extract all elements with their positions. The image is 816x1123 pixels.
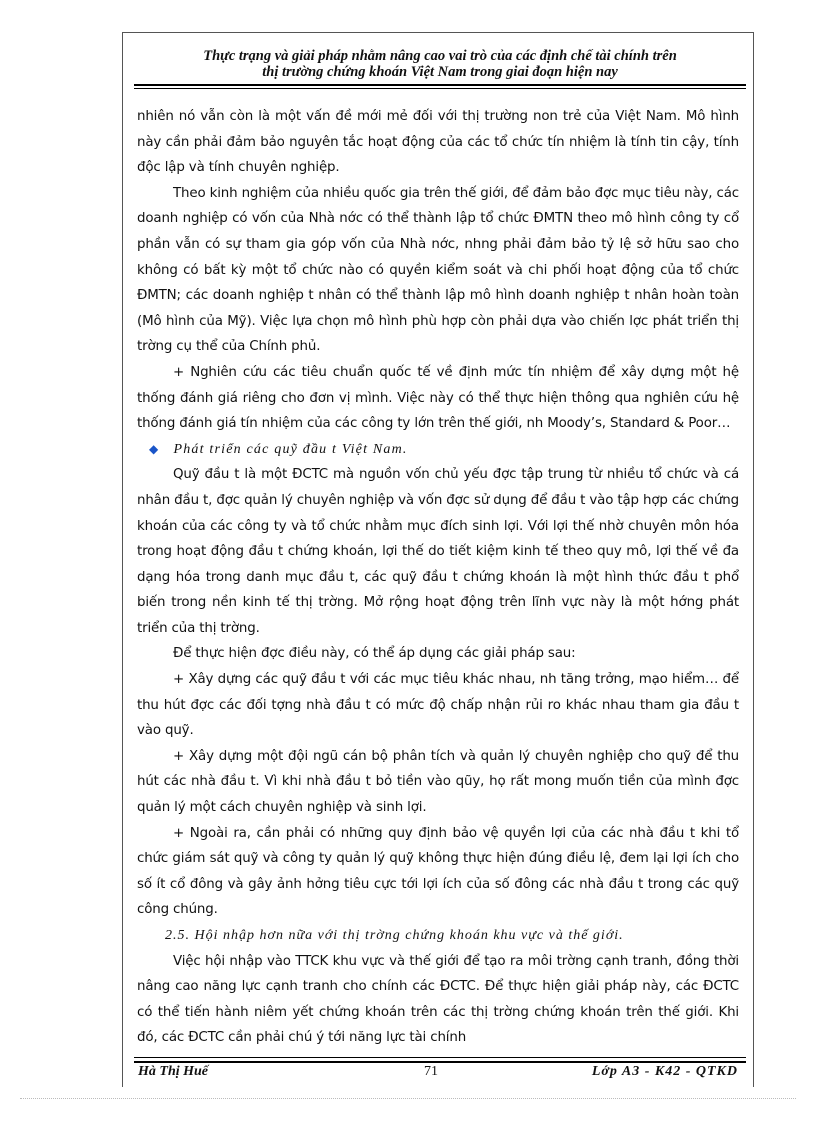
footer-class-info: Lớp A3 - K42 - QTKD xyxy=(591,1064,738,1079)
page-footer xyxy=(134,1064,746,1084)
section-heading-2-5: 2.5. Hội nhập hơn nữa với thị trờng chứng khoán khu vực và thế giới. xyxy=(165,928,624,943)
header-title-line2: thị trường chứng khoán Việt Nam trong giai đoạn hiện nay xyxy=(262,64,618,80)
footer-rule xyxy=(134,1061,746,1063)
paragraph: + Nghiên cứu các tiêu chuẩn quốc tế về định mức tín nhiệm để xây dựng một hệ thống đánh giá riêng cho đơn vị mình. Việc này có thể thực hiện thông qua nghiên cứu hệ thống đánh giá tín nhiệm của các công ty lớn trên thế giới, nh Moody’s, Standard & Poor… xyxy=(137,364,739,432)
paragraph: Theo kinh nghiệm của nhiều quốc gia trên thế giới, để đảm bảo đợc mục tiêu này, các doanh nghiệp có vốn của Nhà nớc có thể thành lập tổ chức ĐMTN theo mô hình công ty cổ phần vẫn có sự tham gia góp vốn của Nhà nớc, nhng phải đảm bảo tỷ lệ sở hữu sao cho không có bất kỳ một tổ chức nào có quyền kiểm soát và chi phối hoạt động của tổ chức ĐMTN; các doanh nghiệp t nhân có thể thành lập mô hình doanh nghiệp t nhân hoàn toàn (Mô hình của Mỹ). Việc lựa chọn mô hình phù hợp còn phải dựa vào chiến lợc phát triển thị trờng cụ thể của Chính phủ. xyxy=(137,185,739,355)
paragraph: nhiên nó vẫn còn là một vấn đề mới mẻ đối với thị trường non trẻ của Việt Nam. Mô hình này cần phải đảm bảo nguyên tắc hoạt động của các tổ chức tín nhiệm là tính tin cậy, tính độc lập và tính chuyên nghiệp. xyxy=(137,109,739,176)
document-body xyxy=(137,104,739,1051)
page-number: 71 xyxy=(424,1064,438,1079)
subheading-text: Phát triển các quỹ đầu t Việt Nam. xyxy=(173,441,408,457)
header-rule-thin xyxy=(134,88,746,89)
footer-author: Hà Thị Huế xyxy=(138,1064,209,1079)
paragraph: Quỹ đầu t là một ĐCTC mà nguồn vốn chủ yếu đợc tập trung từ nhiều tổ chức và cá nhân đầu t, đợc quản lý chuyên nghiệp và vốn đợc sử dụng để đầu t vào tập hợp các chứng khoán của các công ty và tổ chức nhằm mục đích sinh lợi. Với lợi thế nhờ chuyên môn hóa trong hoạt động đầu t chứng khoán, lợi thế do tiết kiệm kinh tế theo quy mô, lợi thế về đa dạng hóa trong danh mục đầu t, các quỹ đầu t chứng khoán là một hình thức đầu t phổ biến trong nền kinh tế thị trờng. Mở rộng hoạt động trên lĩnh vực này là một hớng phát triển của thị trờng. xyxy=(137,467,739,636)
paragraph: + Xây dựng một đội ngũ cán bộ phân tích và quản lý chuyên nghiệp cho quỹ để thu hút các nhà đầu t. Vì khi nhà đầu t bỏ tiền vào qũy, họ rất mong muốn tiền của mình đợc quản lý một cách chuyên nghiệp và sinh lợi. xyxy=(137,748,739,816)
page-header xyxy=(134,48,746,80)
paragraph: Để thực hiện đợc điều này, có thể áp dụng các giải pháp sau: xyxy=(173,646,576,662)
page-break-line xyxy=(20,1098,796,1099)
diamond-bullet-icon: ◆ xyxy=(149,441,160,456)
header-title-line1: Thực trạng và giải pháp nhằm nâng cao vai trò của các định chế tài chính trên xyxy=(203,48,677,64)
subheading-investment-funds xyxy=(137,437,739,463)
paragraph: + Ngoài ra, cần phải có những quy định bảo vệ quyền lợi của các nhà đầu t khi tổ chức giám sát quỹ và công ty quản lý quỹ không thực hiện đúng điều lệ, đem lại lợi ích cho số ít cổ đông và gây ảnh hởng tiêu cực tới lợi ích của số đông các nhà đầu t trong các quỹ công chúng. xyxy=(137,825,739,918)
paragraph: Việc hội nhập vào TTCK khu vực và thế giới để tạo ra môi trờng cạnh tranh, đồng thời nâng cao năng lực cạnh tranh cho chính các ĐCTC. Để thực hiện giải pháp này, các ĐCTC có thể tiến hành niêm yết chứng khoán trên các thị trờng chứng khoán trên thế giới. Khi đó, các ĐCTC cần phải chú ý tới năng lực tài chính xyxy=(137,953,739,1046)
paragraph: + Xây dựng các quỹ đầu t với các mục tiêu khác nhau, nh tăng trởng, mạo hiểm… để thu hút đợc các đối tợng nhà đầu t có mức độ chấp nhận rủi ro khác nhau tham gia đầu t vào quỹ. xyxy=(137,672,739,739)
footer-rule-thin xyxy=(134,1057,746,1058)
header-rule xyxy=(134,84,746,86)
